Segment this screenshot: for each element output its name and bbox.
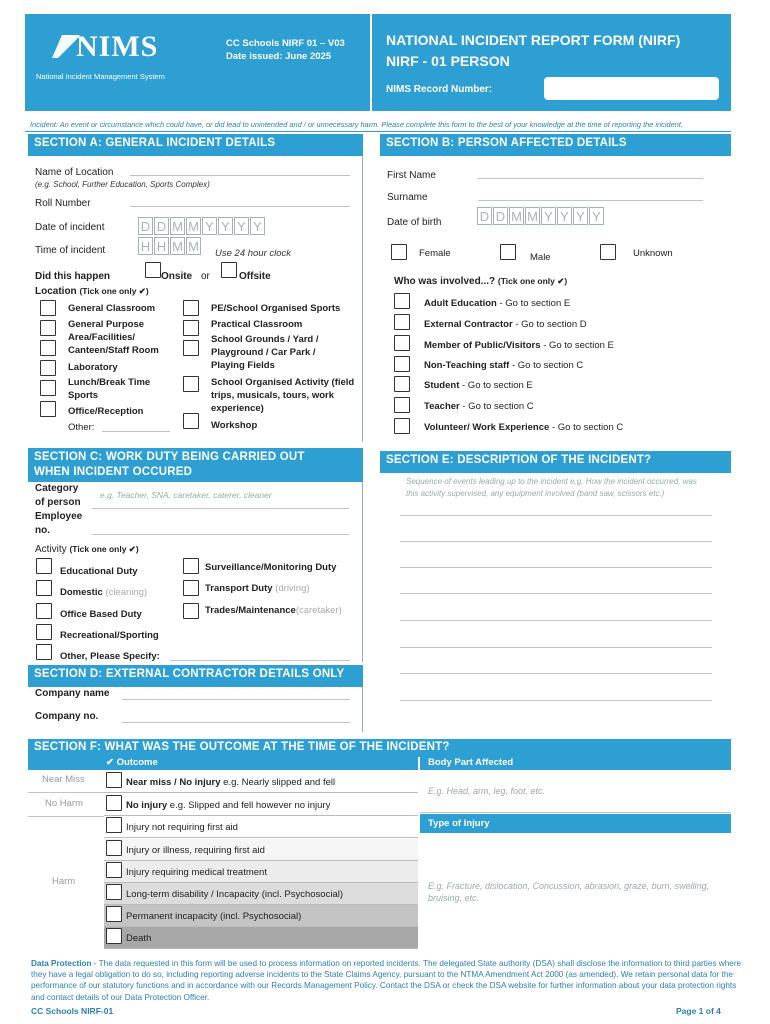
- duty-transport: Transport Duty (driving): [205, 583, 310, 594]
- female-checkbox[interactable]: [391, 244, 407, 260]
- loc-general-classroom-checkbox[interactable]: [40, 300, 56, 316]
- section-b-title: SECTION B: PERSON AFFECTED DETAILS: [380, 134, 731, 156]
- company-name-label: Company name: [35, 688, 110, 699]
- loc-grounds-checkbox[interactable]: [183, 340, 199, 356]
- involved-contractor-checkbox[interactable]: [394, 314, 410, 330]
- first-name-label: First Name: [387, 170, 436, 181]
- date-incident-label: Date of incident: [35, 222, 105, 233]
- record-number-field[interactable]: [544, 77, 719, 100]
- section-e-hint: Sequence of events leading up to the incident e.g. How the incident occurred, was this activity supervised, any equipment involved (band saw, scissors etc.): [406, 477, 697, 498]
- outcome-near-miss-checkbox[interactable]: [106, 772, 122, 788]
- no-harm-category: No Harm: [45, 798, 84, 809]
- onsite-label: Onsite: [161, 271, 193, 282]
- record-number-label: NIMS Record Number:: [386, 84, 493, 95]
- time-hint: Use 24 hour clock: [215, 248, 292, 259]
- duty-other-checkbox[interactable]: [36, 644, 52, 660]
- time-incident-label: Time of incident: [35, 245, 106, 256]
- unknown-label: Unknown: [633, 248, 673, 259]
- outcome-medical[interactable]: Injury requiring medical treatment: [104, 861, 418, 883]
- section-e-title: SECTION E: DESCRIPTION OF THE INCIDENT?: [380, 451, 731, 473]
- involved-non-teaching: Non-Teaching staff - Go to section C: [424, 360, 584, 371]
- injury-type-header: Type of Injury: [428, 818, 490, 829]
- loc-workshop-checkbox[interactable]: [183, 413, 199, 429]
- doc-code: CC Schools NIRF 01 – V03: [226, 38, 345, 49]
- outcome-death-checkbox[interactable]: [106, 928, 122, 944]
- name-location-label: Name of Location: [35, 167, 114, 178]
- section-a-border: [362, 156, 363, 442]
- loc-general-purpose-checkbox[interactable]: [40, 320, 56, 336]
- onsite-checkbox[interactable]: [145, 262, 161, 278]
- form-title-2: NIRF - 01 PERSON: [386, 53, 510, 69]
- surname-label: Surname: [387, 192, 428, 203]
- roll-number-label: Roll Number: [35, 198, 91, 209]
- duty-other: Other, Please Specify:: [60, 651, 160, 662]
- duty-educational-checkbox[interactable]: [36, 558, 52, 574]
- footer-code: CC Schools NIRF-01: [31, 1006, 114, 1016]
- logo-subtitle: National Incident Management System: [36, 72, 165, 81]
- employee-no-label: Employee no.: [35, 511, 83, 536]
- activity-label: Activity (Tick one only ✔): [35, 544, 139, 555]
- section-c-title: SECTION C: WORK DUTY BEING CARRIED OUT WHEN INCIDENT OCCURED: [28, 448, 363, 482]
- section-c-border: [362, 482, 363, 662]
- outcome-permanent-checkbox[interactable]: [106, 906, 122, 922]
- loc-other: Other:: [68, 422, 95, 433]
- near-miss-category: Near Miss: [42, 774, 85, 785]
- involved-student: Student - Go to section E: [424, 380, 533, 391]
- outcome-first-aid-checkbox[interactable]: [106, 840, 122, 856]
- loc-practical-checkbox[interactable]: [183, 320, 199, 336]
- loc-activity-checkbox[interactable]: [183, 376, 199, 392]
- outcome-header-band: [28, 757, 418, 770]
- desc-line-1[interactable]: [400, 515, 712, 516]
- footer-page: Page 1 of 4: [676, 1006, 721, 1016]
- loc-practical: Practical Classroom: [211, 319, 303, 330]
- outcome-long-term[interactable]: Long-term disability / Incapacity (incl. Psychosocial): [104, 883, 418, 905]
- involved-volunteer-checkbox[interactable]: [394, 418, 410, 434]
- involved-contractor: External Contractor - Go to section D: [424, 319, 587, 330]
- loc-canteen-checkbox[interactable]: [40, 340, 56, 356]
- roll-number-field[interactable]: [130, 206, 350, 207]
- category-hint: e.g. Teacher, SNA, caretaker, caterer, cleaner: [100, 490, 272, 500]
- duty-recreational: Recreational/Sporting: [60, 630, 159, 641]
- category-label: Category of person: [35, 483, 81, 508]
- date-incident-boxes[interactable]: D D M M Y Y Y Y: [138, 217, 266, 235]
- body-part-header: Body Part Affected: [428, 757, 514, 768]
- involved-adult-ed: Adult Education - Go to section E: [424, 298, 571, 309]
- involved-public-checkbox[interactable]: [394, 335, 410, 351]
- female-label: Female: [419, 248, 451, 259]
- category-field[interactable]: [92, 508, 349, 509]
- section-d-border: [362, 687, 363, 732]
- outcome-no-injury-checkbox[interactable]: [106, 795, 122, 811]
- duty-office: Office Based Duty: [60, 609, 142, 620]
- involved-student-checkbox[interactable]: [394, 376, 410, 392]
- company-no-field[interactable]: [122, 722, 350, 723]
- loc-other-field[interactable]: [102, 431, 170, 432]
- loc-lunch-checkbox[interactable]: [40, 380, 56, 396]
- loc-general-classroom: General Classroom: [68, 303, 156, 314]
- loc-pe-checkbox[interactable]: [183, 300, 199, 316]
- involved-adult-ed-checkbox[interactable]: [394, 293, 410, 309]
- desc-line-3[interactable]: [400, 567, 712, 568]
- duty-domestic-checkbox[interactable]: [36, 580, 52, 596]
- logo-text: NIMS: [76, 30, 159, 63]
- unknown-checkbox[interactable]: [600, 244, 616, 260]
- duty-educational: Educational Duty: [60, 566, 138, 577]
- involved-volunteer: Volunteer/ Work Experience - Go to section C: [424, 422, 624, 433]
- cat-divider-1: [28, 792, 104, 793]
- involved-teacher: Teacher - Go to section C: [424, 401, 534, 412]
- loc-office-checkbox[interactable]: [40, 401, 56, 417]
- header-divider: [25, 131, 731, 132]
- involved-non-teaching-checkbox[interactable]: [394, 356, 410, 372]
- duty-domestic: Domestic (cleaning): [60, 587, 148, 598]
- desc-line-8[interactable]: [400, 700, 712, 701]
- intro-text: Incident: An event or circumstance which could have, or did lead to unintended and / or unnecessary harm. Please complete this form to the best of your knowledge at the time of reporting the incident.: [30, 120, 683, 129]
- desc-line-2[interactable]: [400, 541, 712, 542]
- duty-recreational-checkbox[interactable]: [36, 624, 52, 640]
- who-involved-label: Who was involved...? (Tick one only ✔): [394, 276, 568, 287]
- harm-category: Harm: [52, 876, 76, 887]
- duty-surveillance-checkbox[interactable]: [183, 558, 199, 574]
- outcome-death[interactable]: Death: [104, 927, 418, 949]
- duty-surveillance: Surveillance/Monitoring Duty: [205, 562, 337, 573]
- outcome-permanent[interactable]: Permanent incapacity (incl. Psychosocial): [104, 905, 418, 927]
- employee-no-field[interactable]: [92, 534, 349, 535]
- name-location-hint: (e.g. School, Further Education, Sports Complex): [35, 180, 210, 189]
- outcome-no-injury[interactable]: No injury e.g. Slipped and fell however no injury: [104, 794, 418, 816]
- company-name-field[interactable]: [122, 699, 350, 700]
- loc-workshop: Workshop: [211, 420, 258, 431]
- did-happen-label: Did this happen: [35, 271, 110, 282]
- duty-trades-checkbox[interactable]: [183, 603, 199, 619]
- cat-divider-2: [28, 816, 104, 817]
- offsite-checkbox[interactable]: [221, 262, 237, 278]
- loc-general-purpose: General Purpose Area/Facilities/ Canteen/Staff Room: [68, 319, 159, 356]
- first-name-field[interactable]: [478, 178, 703, 179]
- time-incident-boxes[interactable]: H H M M: [138, 237, 202, 255]
- name-location-field[interactable]: [130, 175, 350, 176]
- duty-trades: Trades/Maintenance(caretaker): [205, 605, 342, 616]
- involved-public: Member of Public/Visitors - Go to section E: [424, 340, 614, 351]
- surname-field[interactable]: [478, 200, 703, 201]
- duty-office-checkbox[interactable]: [36, 603, 52, 619]
- outcome-medical-checkbox[interactable]: [106, 862, 122, 878]
- desc-line-7[interactable]: [400, 673, 712, 674]
- data-protection-text: Data Protection - The data requested in this form will be used to process information on reported incidents. The delegated State authority (DSA) shall disclose the information to third parties where they have a legal obligation to do so, including reporting adverse incidents to the State Claims Agency, pursuant to the NTMA Amendment Act 2000 (as amended). We retain personal data for the performance of our statutory functions and in accordance with our Records Management Policy. Contact the DSA or check the DSA website for further information about your data protection rights and contact details of our Data Protection Officer.: [31, 959, 742, 1002]
- injury-type-hint: E.g. Fracture, dislocation, Concussion, abrasion, graze, burn, swelling, bruising, etc.: [428, 881, 710, 903]
- duty-transport-checkbox[interactable]: [183, 580, 199, 596]
- offsite-label: Offsite: [239, 271, 271, 282]
- dob-boxes[interactable]: D D M M Y Y Y Y: [477, 207, 605, 225]
- loc-office: Office/Reception: [68, 406, 144, 417]
- outcome-near-miss[interactable]: Near miss / No injury e.g. Nearly slipped and fell: [104, 771, 418, 793]
- outcome-first-aid[interactable]: Injury or illness, requiring first aid: [104, 839, 418, 861]
- desc-line-6[interactable]: [400, 647, 712, 648]
- or-label: or: [201, 271, 210, 282]
- loc-laboratory: Laboratory: [68, 362, 118, 373]
- dob-label: Date of birth: [387, 217, 442, 228]
- involved-teacher-checkbox[interactable]: [394, 397, 410, 413]
- male-label: Male: [530, 252, 551, 263]
- duty-other-field[interactable]: [170, 660, 350, 661]
- section-d-title: SECTION D: EXTERNAL CONTRACTOR DETAILS ONLY: [28, 665, 363, 687]
- desc-line-4[interactable]: [400, 593, 712, 594]
- body-part-field[interactable]: [420, 812, 731, 813]
- location-label: Location (Tick one only ✔): [35, 286, 149, 297]
- loc-activity: School Organised Activity (field trips, musicals, tours, work experience): [211, 377, 355, 414]
- section-a-title: SECTION A: GENERAL INCIDENT DETAILS: [28, 134, 363, 156]
- outcome-no-first-aid[interactable]: Injury not requiring first aid: [104, 816, 418, 838]
- company-no-label: Company no.: [35, 711, 99, 722]
- outcome-long-term-checkbox[interactable]: [106, 884, 122, 900]
- section-f-title: SECTION F: WHAT WAS THE OUTCOME AT THE TIME OF THE INCIDENT?: [28, 739, 731, 757]
- loc-grounds: School Grounds / Yard / Playground / Car Park / Playing Fields: [211, 334, 319, 371]
- loc-lunch: Lunch/Break Time Sports: [68, 377, 151, 401]
- loc-laboratory-checkbox[interactable]: [40, 360, 56, 376]
- outcome-header: ✔ Outcome: [106, 757, 158, 768]
- outcome-no-first-aid-checkbox[interactable]: [106, 817, 122, 833]
- desc-line-5[interactable]: [400, 620, 712, 621]
- male-checkbox[interactable]: [500, 244, 516, 260]
- body-part-hint: E.g. Head, arm, leg, foot, etc.: [428, 786, 546, 796]
- date-issued: Date issued: June 2025: [226, 51, 332, 62]
- form-title-1: NATIONAL INCIDENT REPORT FORM (NIRF): [386, 32, 681, 48]
- loc-pe: PE/School Organised Sports: [211, 303, 341, 314]
